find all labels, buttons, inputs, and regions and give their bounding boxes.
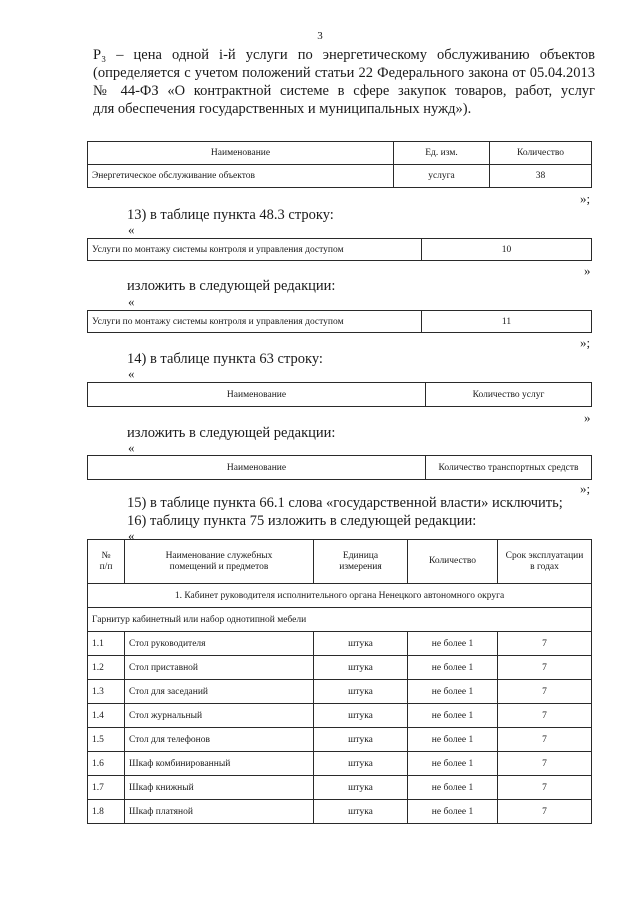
table-access-control-new bbox=[87, 310, 592, 333]
table-row bbox=[88, 776, 592, 800]
header-cell: Ед. изм. bbox=[394, 142, 490, 165]
opening-quote: « bbox=[128, 222, 135, 237]
group-row bbox=[88, 608, 592, 632]
cell-quantity: 38 bbox=[490, 165, 592, 188]
closing-quote: » bbox=[584, 410, 591, 425]
section-row bbox=[88, 584, 592, 608]
cell-number: 1.4 bbox=[88, 704, 125, 728]
cell-name: Услуги по монтажу системы контроля и управления доступом bbox=[88, 239, 422, 261]
table-energy-service bbox=[87, 141, 592, 188]
cell-number: 1.5 bbox=[88, 728, 125, 752]
cell-lifetime: 7 bbox=[498, 800, 592, 824]
cell-name: Стол журнальный bbox=[125, 704, 314, 728]
cell-name: Наименование bbox=[88, 383, 426, 407]
table-row bbox=[88, 311, 592, 333]
table-row bbox=[88, 680, 592, 704]
table-access-control-old bbox=[87, 238, 592, 261]
closing-quote: »; bbox=[580, 191, 591, 206]
table-row bbox=[88, 752, 592, 776]
amendment-item-13: 13) в таблице пункта 48.3 строку: bbox=[127, 207, 334, 223]
opening-quote: « bbox=[128, 440, 135, 455]
intro-line: № 44-ФЗ «О контрактной системе в сфере закупок товаров, работ, услуг bbox=[93, 83, 595, 99]
intro-line: P₃ – цена одной i-й услуги по энергетическому обслуживанию объектов bbox=[93, 47, 595, 63]
closing-quote: »; bbox=[580, 335, 591, 350]
header-cell-unit: Единица измерения bbox=[314, 540, 408, 584]
cell-name: Шкаф книжный bbox=[125, 776, 314, 800]
cell-quantity: не более 1 bbox=[408, 776, 498, 800]
cell-quantity: не более 1 bbox=[408, 704, 498, 728]
cell-lifetime: 7 bbox=[498, 680, 592, 704]
cell-unit: штука bbox=[314, 704, 408, 728]
restatement-text: изложить в следующей редакции: bbox=[127, 425, 336, 441]
table-row bbox=[88, 728, 592, 752]
table-services-old bbox=[87, 382, 592, 407]
header-cell-quantity: Количество bbox=[408, 540, 498, 584]
cell-lifetime: 7 bbox=[498, 656, 592, 680]
opening-quote: « bbox=[128, 528, 135, 543]
page-number: 3 bbox=[317, 30, 323, 42]
cell-name: Шкаф комбинированный bbox=[125, 752, 314, 776]
group-title: Гарнитур кабинетный или набор однотипной мебели bbox=[88, 608, 592, 632]
cell-quantity: не более 1 bbox=[408, 680, 498, 704]
cell-quantity: не более 1 bbox=[408, 632, 498, 656]
cell-name: Стол руководителя bbox=[125, 632, 314, 656]
cell-lifetime: 7 bbox=[498, 728, 592, 752]
amendment-item-14: 14) в таблице пункта 63 строку: bbox=[127, 351, 323, 367]
table-row bbox=[88, 456, 592, 480]
table-row bbox=[88, 800, 592, 824]
cell-quantity: Количество транспортных средств bbox=[426, 456, 592, 480]
table-header-row bbox=[88, 540, 592, 584]
cell-number: 1.7 bbox=[88, 776, 125, 800]
cell-lifetime: 7 bbox=[498, 704, 592, 728]
amendment-item-15: 15) в таблице пункта 66.1 слова «государственной власти» исключить; bbox=[127, 495, 563, 511]
cell-quantity: Количество услуг bbox=[426, 383, 592, 407]
cell-name: Энергетическое обслуживание объектов bbox=[88, 165, 394, 188]
cell-quantity: не более 1 bbox=[408, 656, 498, 680]
table-row bbox=[88, 165, 592, 188]
header-cell: Наименование bbox=[88, 142, 394, 165]
cell-name: Наименование bbox=[88, 456, 426, 480]
header-cell-name: Наименование служебных помещений и предметов bbox=[125, 540, 314, 584]
cell-name: Услуги по монтажу системы контроля и управления доступом bbox=[88, 311, 422, 333]
amendment-item-16: 16) таблицу пункта 75 изложить в следующей редакции: bbox=[127, 513, 477, 529]
header-cell: Количество bbox=[490, 142, 592, 165]
cell-unit: штука bbox=[314, 752, 408, 776]
intro-paragraph bbox=[93, 46, 595, 118]
cell-quantity: не более 1 bbox=[408, 728, 498, 752]
header-cell-lifetime: Срок эксплуатации в годах bbox=[498, 540, 592, 584]
table-row bbox=[88, 656, 592, 680]
cell-unit: штука bbox=[314, 800, 408, 824]
cell-number: 1.2 bbox=[88, 656, 125, 680]
intro-line: для обеспечения государственных и муниципальных нужд»). bbox=[93, 101, 472, 117]
cell-number: 1.8 bbox=[88, 800, 125, 824]
restatement-text: изложить в следующей редакции: bbox=[127, 278, 336, 294]
table-row bbox=[88, 704, 592, 728]
cell-number: 1.6 bbox=[88, 752, 125, 776]
opening-quote: « bbox=[128, 366, 135, 381]
cell-quantity: 10 bbox=[422, 239, 592, 261]
cell-unit: штука bbox=[314, 728, 408, 752]
cell-name: Стол приставной bbox=[125, 656, 314, 680]
cell-number: 1.1 bbox=[88, 632, 125, 656]
cell-unit: штука bbox=[314, 776, 408, 800]
closing-quote: » bbox=[584, 263, 591, 278]
table-header-row bbox=[88, 142, 592, 165]
section-title: 1. Кабинет руководителя исполнительного органа Ненецкого автономного округа bbox=[88, 584, 592, 608]
intro-line: (определяется с учетом положений статьи 22 Федерального закона от 05.04.2013 bbox=[93, 65, 595, 81]
cell-lifetime: 7 bbox=[498, 632, 592, 656]
table-row bbox=[88, 383, 592, 407]
closing-quote: »; bbox=[580, 481, 591, 496]
cell-unit: штука bbox=[314, 680, 408, 704]
cell-unit: штука bbox=[314, 656, 408, 680]
table-furniture bbox=[87, 539, 592, 824]
table-vehicles-new bbox=[87, 455, 592, 480]
cell-lifetime: 7 bbox=[498, 752, 592, 776]
table-row bbox=[88, 632, 592, 656]
cell-name: Стол для телефонов bbox=[125, 728, 314, 752]
cell-unit: штука bbox=[314, 632, 408, 656]
cell-name: Стол для заседаний bbox=[125, 680, 314, 704]
cell-quantity: не более 1 bbox=[408, 800, 498, 824]
cell-quantity: 11 bbox=[422, 311, 592, 333]
header-cell-number: № п/п bbox=[88, 540, 125, 584]
table-row bbox=[88, 239, 592, 261]
cell-number: 1.3 bbox=[88, 680, 125, 704]
cell-lifetime: 7 bbox=[498, 776, 592, 800]
cell-quantity: не более 1 bbox=[408, 752, 498, 776]
opening-quote: « bbox=[128, 294, 135, 309]
cell-name: Шкаф платяной bbox=[125, 800, 314, 824]
cell-unit: услуга bbox=[394, 165, 490, 188]
